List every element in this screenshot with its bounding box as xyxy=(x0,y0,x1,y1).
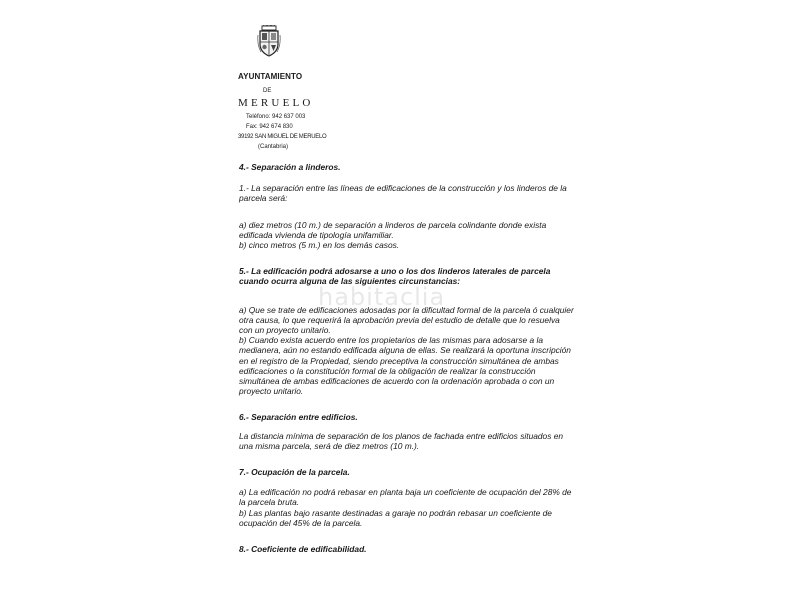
section-4-heading: 4.- Separación a linderos. xyxy=(239,162,341,172)
section-6-paragraph-1: La distancia mínima de separación de los planos de fachada entre edificios situados en una misma parcela, será de diez metros (10 m.). xyxy=(239,430,564,451)
section-7-heading: 7.- Ocupación de la parcela. xyxy=(239,467,350,478)
document-body xyxy=(239,160,582,554)
letterhead-phone: Teléfono: 942 637 003 xyxy=(246,114,306,120)
section-6-heading: 6.- Separación entre edificios. xyxy=(239,412,358,423)
section-5-paragraph-1: a) Que se trate de edificaciones adosadas por la dificultad formal de la parcela ó cualquier otra causa, lo que requerirá la aprobación previa del estudio de detalle que lo resuelva con un proyecto unitario. b) Cuando exista acuerdo entre los propietarios de las mismas para adosarse a la medianera, aún no estando edificada alguna de ellas. Se realizará la oportuna inscripción en el registro de la Propiedad, siendo preceptiva la construcción simultánea de ambas edificaciones o la constitución formal de la obligación de realizar la construcción simultánea de ambas edificaciones de acuerdo con la ordenación aprobada o con un proyecto unitario. xyxy=(239,304,574,397)
section-5-heading: 5.- La edificación podrá adosarse a uno o los dos linderos laterales de parcela cuando ocurra alguna de las siguientes circunstancias: xyxy=(239,266,551,287)
letterhead-fax: Fax: 942 674 830 xyxy=(246,124,293,130)
letterhead-address: 39192 SAN MIGUEL DE MERUELO xyxy=(238,134,327,140)
section-4-paragraph-2: a) diez metros (10 m.) de separación a linderos de parcela colindante donde exista edificada vivienda de tipología unifamiliar. b) cinco metros (5 m.) en los demás casos. xyxy=(239,219,547,251)
letterhead-org-name: AYUNTAMIENTO xyxy=(238,72,303,81)
municipal-coat-of-arms-icon xyxy=(257,25,281,57)
section-8-heading: 8.- Coeficiente de edificabilidad. xyxy=(239,544,367,555)
letterhead-town: MERUELO xyxy=(238,97,314,109)
watermark-text: habitaclia xyxy=(318,283,446,311)
letterhead-region: (Cantabria) xyxy=(258,144,289,150)
section-4-paragraph-1: 1.- La separación entre las líneas de edificaciones de la construcción y los linderos de la parcela será: xyxy=(239,183,567,204)
section-7-paragraph-1: a) La edificación no podrá rebasar en planta baja un coeficiente de ocupación del 28% de la parcela bruta. b) Las plantas bajo rasante destinadas a garaje no podrán rebasar un coeficiente de ocupación del 45% de la parcela. xyxy=(239,487,572,528)
letterhead-org-de: DE xyxy=(263,88,272,94)
